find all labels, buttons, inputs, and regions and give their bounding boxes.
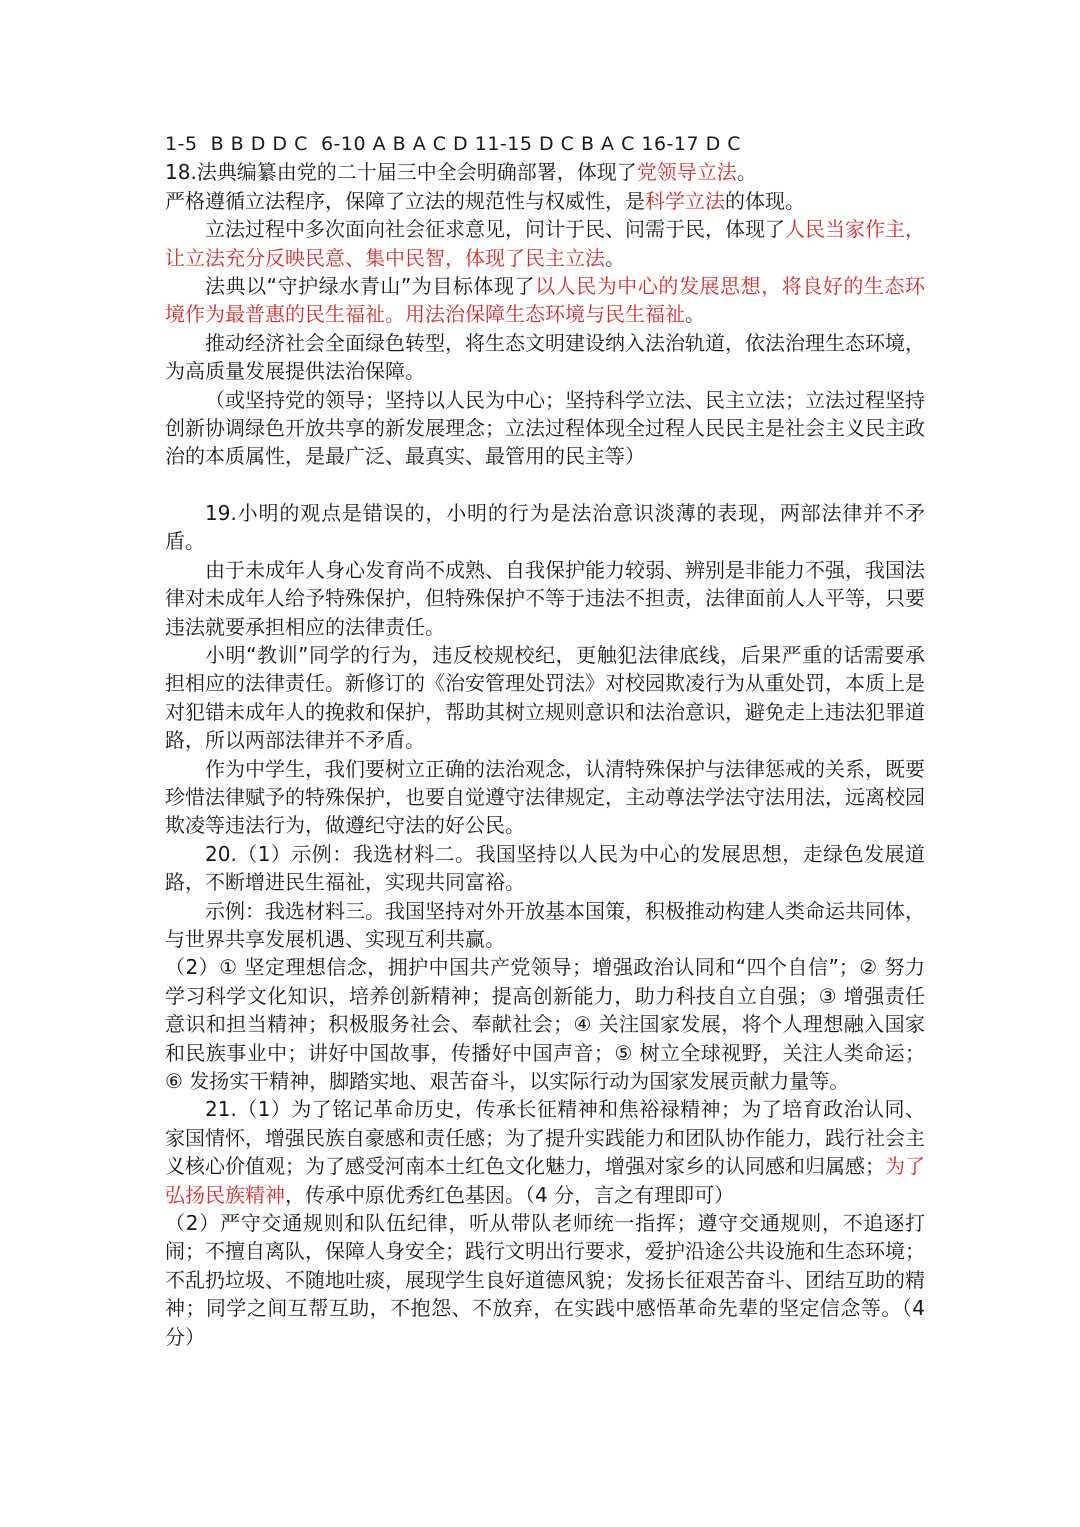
q18-paragraph-1: 18.法典编纂由党的二十届三中全会明确部署，体现了党领导立法。	[165, 160, 757, 185]
q19-paragraph-4: 作为中学生，我们要树立正确的法治观念，认清特殊保护与法律惩戒的关系，既要珍惜法律赋予的特殊保护，也要自觉遵守法律规定，主动尊法学法守法用法，远离校园欺凌等违法行为，做遵纪守法的好公民。	[165, 756, 925, 838]
q18-paragraph-2: 严格遵循立法程序，保障了立法的规范性与权威性，是科学立法的体现。	[165, 188, 805, 213]
multiple-choice-answers: 1-5 B B D D C 6-10 A B A C D 11-15 D C B A C 16-17 D C	[165, 133, 742, 155]
highlight: 人民当家作主，让立法充分反映民意、集中民智，体现了民主立法	[165, 217, 925, 270]
q18-paragraph-5: 推动经济社会全面绿色转型，将生态文明建设纳入法治轨道，依法治理生态环境，为高质量发展提供法治保障。	[165, 330, 925, 384]
answer-document	[165, 130, 925, 1351]
q19-paragraph-3: 小明“教训”同学的行为，违反校规校纪，更触犯法律底线，后果严重的话需要承担相应的法律责任。新修订的《治安管理处罚法》对校园欺凌行为从重处罚，本质上是对犯错未成年人的挽救和保护，帮助其树立规则意识和法治意识，避免走上违法犯罪道路，所以两部法律并不矛盾。	[165, 642, 925, 753]
highlight: 科学立法	[645, 188, 725, 213]
q21-paragraph-1: 21.（1）为了铭记革命历史，传承长征精神和焦裕禄精神；为了培育政治认同、家国情怀，增强民族自豪感和责任感；为了提升实践能力和团队协作能力，践行社会主义核心价值观；为了感受河南本土红色文化魅力，增强对家乡的认同感和归属感；为了弘扬民族精神，传承中原优秀红色基因。（4 分，言之有理即可）	[165, 1097, 925, 1207]
q18-paragraph-4: 法典以“守护绿水青山”为目标体现了以人民为中心的发展思想，将良好的生态环境作为最普惠的民生福祉。用法治保障生态环境与民生福祉。	[165, 274, 926, 327]
highlight: 党领导立法	[636, 160, 737, 185]
highlight: 以人民为中心的发展思想，将良好的生态环境作为最普惠的民生福祉。用法治保障生态环境与民生福祉	[165, 274, 926, 327]
q18-paragraph-3: 立法过程中多次面向社会征求意见，问计于民、问需于民，体现了人民当家作主，让立法充分反映民意、集中民智，体现了民主立法。	[165, 217, 925, 270]
q19-paragraph-2: 由于未成年人身心发育尚不成熟、自我保护能力较弱、辨别是非能力不强，我国法律对未成年人给予特殊保护，但特殊保护不等于违法不担责，法律面前人人平等，只要违法就要承担相应的法律责任。	[165, 557, 925, 639]
q19-paragraph-1: 19.小明的观点是错误的，小明的行为是法治意识淡薄的表现，两部法律并不矛盾。	[165, 500, 925, 554]
q20-paragraph-3: （2）① 坚定理想信念，拥护中国共产党领导；增强政治认同和“四个自信”；② 努力学习科学文化知识，培养创新精神；提高创新能力，助力科技自立自强；③ 增强责任意识和担当精神；积极服务社会、奉献社会；④ 关注国家发展，将个人理想融入国家和民族事业中；讲好中国故事，传播好中国声音；⑤ 树立全球视野，关注人类命运；⑥ 发扬实干精神，脚踏实地、艰苦奋斗，以实际行动为国家发展贡献力量等。	[165, 955, 925, 1093]
q18-paragraph-6: （或坚持党的领导；坚持以人民为中心；坚持科学立法、民主立法；立法过程坚持创新协调绿色开放共享的新发展理念；立法过程体现全过程人民民主是社会主义民主政治的本质属性，是最广泛、最真实、最管用的民主等）	[165, 387, 925, 469]
q20-paragraph-1: 20.（1）示例：我选材料二。我国坚持以人民为中心的发展思想，走绿色发展道路，不断增进民生福祉，实现共同富裕。	[165, 841, 925, 895]
highlight: 为了弘扬民族精神	[165, 1154, 925, 1207]
q20-paragraph-2: 示例：我选材料三。我国坚持对外开放基本国策，积极推动构建人类命运共同体，与世界共享发展机遇、实现互利共赢。	[165, 898, 925, 951]
q21-paragraph-2: （2）严守交通规则和队伍纪律，听从带队老师统一指挥；遵守交通规则，不追逐打闹；不擅自离队，保障人身安全；践行文明出行要求，爱护沿途公共设施和生态环境；不乱扔垃圾、不随地吐痰，展现学生良好道德风貌；发扬长征艰苦奋斗、团结互助的精神；同学之间互帮互助，不抱怨、不放弃，在实践中感悟革命先辈的坚定信念等。（4分）	[165, 1211, 925, 1349]
spacer	[165, 471, 925, 499]
